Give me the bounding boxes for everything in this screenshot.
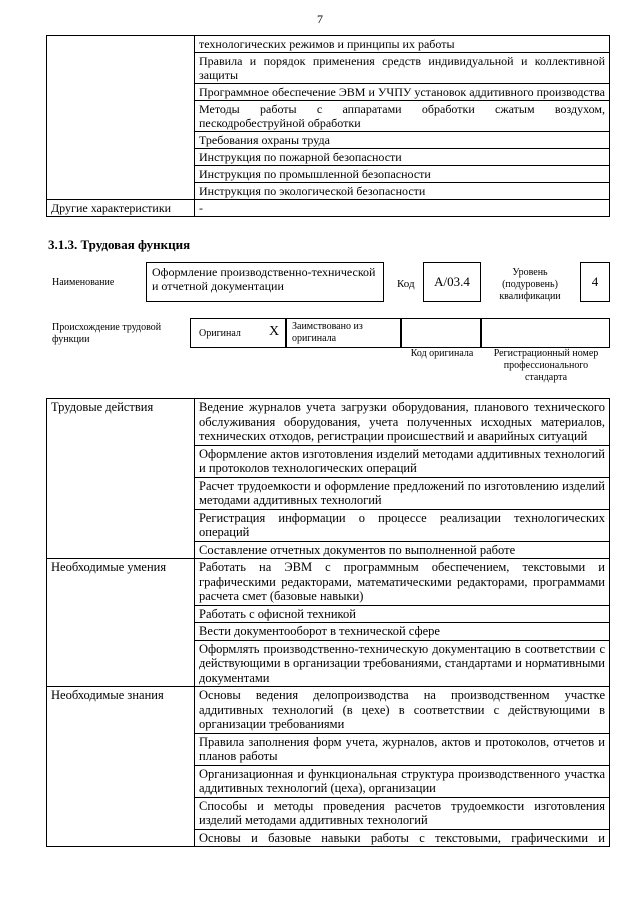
required-knowledge-label: Необходимые знания <box>47 687 195 847</box>
table-row: Составление отчетных документов по выполненной работе <box>195 541 610 559</box>
table-row: Методы работы с аппаратами обработки сжатым воздухом, пескодробеструйной обработки <box>195 101 610 132</box>
table-row: Способы и методы проведения расчетов трудоемкости изготовления изделий методами аддитивных технологий <box>195 797 610 829</box>
original-label: Оригинал <box>199 328 241 339</box>
table-row: Основы и базовые навыки работы с текстовыми, графическими и <box>195 829 610 847</box>
table-row: Правила и порядок применения средств индивидуальной и коллективной защиты <box>195 53 610 84</box>
knowledge-continuation-table <box>46 35 610 217</box>
page-number: 7 <box>317 12 323 26</box>
level-label: Уровень (подуровень) квалификации <box>499 267 561 302</box>
table-row: Вести документооборот в технической сфере <box>195 623 610 641</box>
borrowed-box: Заимствовано из оригинала <box>286 318 401 348</box>
original-code-box <box>401 318 481 348</box>
table-row: Работать с офисной техникой <box>195 605 610 623</box>
function-code-box: А/03.4 <box>423 262 481 302</box>
code-label: Код <box>397 278 415 290</box>
labor-actions-label: Трудовые действия <box>47 399 195 559</box>
other-characteristics-label: Другие характеристики <box>47 200 195 217</box>
table-row: Организационная и функциональная структура производственного участка аддитивных технологий (цеха), организации <box>195 765 610 797</box>
table-row: Оформлять производственно-техническую документацию в соответствии с действующими в организации требованиями, стандартами и нормативными документами <box>195 640 610 687</box>
table-row: Правила заполнения форм учета, журналов, актов и протоколов, отчетов и планов работы <box>195 733 610 765</box>
table-row: Регистрация информации о процессе реализации технологических операций <box>195 509 610 541</box>
original-mark: Х <box>269 324 280 339</box>
table-row: Расчет трудоемкости и оформление предложений по изготовлению изделий методами аддитивных технологий <box>195 477 610 509</box>
table-row: Основы ведения делопроизводства на производственном участке аддитивных технологий (в цехе) в соответствии с действующими в организации требованиями <box>195 687 610 734</box>
required-skills-label: Необходимые умения <box>47 559 195 687</box>
section-title: 3.1.3. Трудовая функция <box>48 237 191 252</box>
origin-label: Происхождение трудовой функции <box>52 322 162 345</box>
table-cell-empty <box>47 36 195 200</box>
table-row: Работать на ЭВМ с программным обеспечением, текстовыми и графическими редакторами, математическими редакторами, программами расчета смет (базовые навыки) <box>195 559 610 606</box>
name-label: Наименование <box>52 277 115 288</box>
other-characteristics-value: - <box>195 200 610 217</box>
function-name-box: Оформление производственно-технической и отчетной документации <box>146 262 384 302</box>
table-row: Программное обеспечение ЭВМ и УЧПУ установок аддитивного производства <box>195 84 610 101</box>
table-row: Инструкция по пожарной безопасности <box>195 149 610 166</box>
original-code-caption: Код оригинала <box>410 348 474 359</box>
table-row: Требования охраны труда <box>195 132 610 149</box>
level-value-box: 4 <box>580 262 610 302</box>
original-box <box>190 318 286 348</box>
registration-number-box <box>481 318 610 348</box>
table-row: Ведение журналов учета загрузки оборудования, планового технического обслуживания оборудования, учета полученных исходных материалов, технических отходов, регистрации происшествий и аварийных ситуаций <box>195 399 610 446</box>
registration-number-caption: Регистрационный номер профессионального стандарта <box>493 348 599 383</box>
table-row: технологических режимов и принципы их работы <box>195 36 610 53</box>
table-row: Оформление актов изготовления изделий методами аддитивных технологий и протоколов технологических операций <box>195 445 610 477</box>
labor-function-table <box>46 398 610 847</box>
table-row: Инструкция по экологической безопасности <box>195 183 610 200</box>
table-row: Инструкция по промышленной безопасности <box>195 166 610 183</box>
